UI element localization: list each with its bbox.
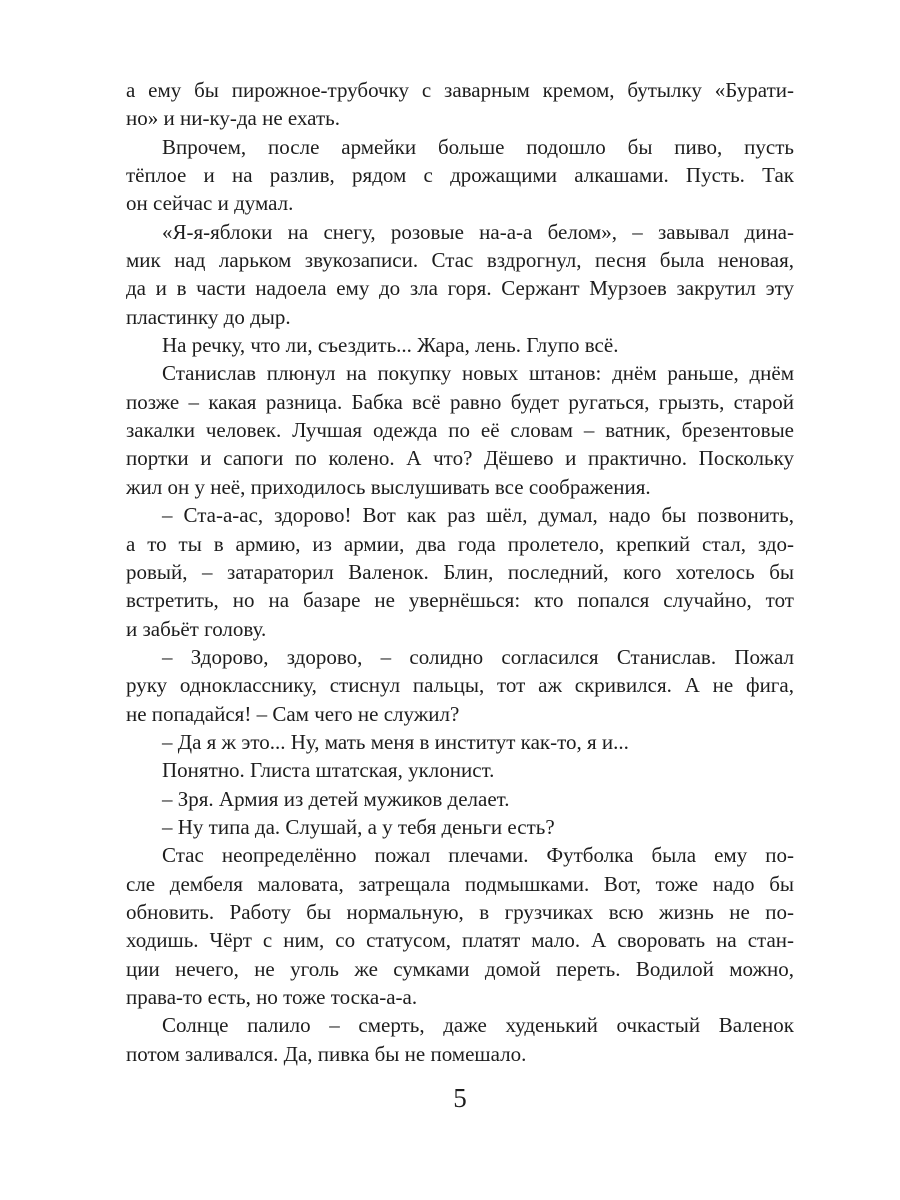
paragraph: [126, 813, 794, 841]
paragraph: [126, 643, 794, 728]
paragraph: [126, 785, 794, 813]
text-line: жил он у неё, приходилось выслушивать все соображения.: [126, 474, 651, 499]
text-line: «Я-я-яблоки на снегу, розовые на-а-а белом», – завывал дина-: [162, 219, 794, 244]
text-line: потом заливался. Да, пивка бы не помешало.: [126, 1041, 527, 1066]
text-line: а то ты в армию, из армии, два года пролетело, крепкий стал, здо-: [126, 531, 794, 556]
text-line: Понятно. Глиста штатская, уклонист.: [162, 758, 495, 783]
paragraph: [126, 841, 794, 1011]
text-line: Впрочем, после армейки больше подошло бы пиво, пусть: [162, 134, 794, 159]
page-text-block: [126, 76, 794, 1068]
text-line: Станислав плюнул на покупку новых штанов: днём раньше, днём: [162, 361, 794, 386]
text-line: ровый, – затараторил Валенок. Блин, последний, кого хотелось бы: [126, 559, 794, 584]
paragraph: [126, 359, 794, 501]
text-line: да и в части надоела ему до зла горя. Сержант Мурзоев закрутил эту: [126, 276, 794, 301]
text-line: встретить, но на базаре не увернёшься: кто попался случайно, тот: [126, 588, 794, 613]
text-line: портки и сапоги по колено. А что? Дёшево и практично. Поскольку: [126, 446, 794, 471]
paragraph: [126, 331, 794, 359]
text-line: а ему бы пирожное-трубочку с заварным кремом, бутылку «Бурати-: [126, 78, 794, 102]
text-line: – Здорово, здорово, – солидно согласился Станислав. Пожал: [162, 644, 794, 669]
page-number: 5: [453, 1083, 467, 1113]
text-line: права-то есть, но тоже тоска-а-а.: [126, 985, 418, 1009]
text-line: закалки человек. Лучшая одежда по её словам – ватник, брезентовые: [126, 418, 794, 443]
text-line: не попадайся! – Сам чего не служил?: [126, 701, 460, 726]
text-line: обновить. Работу бы нормальную, в грузчиках всю жизнь не по-: [126, 899, 794, 924]
text-line: ции нечего, не уголь же сумками домой переть. Водилой можно,: [126, 956, 794, 981]
paragraph: [126, 728, 794, 756]
text-line: – Ста-а-ас, здорово! Вот как раз шёл, думал, надо бы позвонить,: [162, 503, 794, 528]
text-line: и забьёт голову.: [126, 616, 267, 641]
text-line: тёплое и на разлив, рядом с дрожащими алкашами. Пусть. Так: [126, 163, 794, 188]
text-line: но» и ни-ку-да не ехать.: [126, 106, 340, 131]
text-line: мик над ларьком звукозаписи. Стас вздрогнул, песня была неновая,: [126, 248, 794, 273]
text-line: ходишь. Чёрт с ним, со статусом, платят мало. А своровать на стан-: [126, 928, 794, 953]
text-line: Стас неопределённо пожал плечами. Футболка была ему по-: [162, 843, 794, 868]
text-line: пластинку до дыр.: [126, 304, 291, 329]
text-line: позже – какая разница. Бабка всё равно будет ругаться, грызть, старой: [126, 389, 794, 414]
paragraph: [126, 218, 794, 331]
text-line: он сейчас и думал.: [126, 191, 294, 216]
paragraph: [126, 133, 794, 218]
text-line: – Да я ж это... Ну, мать меня в институт как-то, я и...: [162, 729, 629, 754]
text-line: – Ну типа да. Слушай, а у тебя деньги есть?: [162, 814, 555, 839]
paragraph: [126, 1011, 794, 1068]
text-line: На речку, что ли, съездить... Жара, лень. Глупо всё.: [162, 333, 619, 358]
paragraph: [126, 756, 794, 784]
paragraph: [126, 501, 794, 643]
text-line: – Зря. Армия из детей мужиков делает.: [162, 786, 510, 811]
text-line: Солнце палило – смерть, даже худенький очкастый Валенок: [162, 1013, 794, 1038]
text-line: руку однокласснику, стиснул пальцы, тот аж скривился. А не фига,: [126, 673, 794, 698]
text-line: сле дембеля маловата, затрещала подмышками. Вот, тоже надо бы: [126, 871, 794, 896]
paragraph: [126, 76, 794, 133]
